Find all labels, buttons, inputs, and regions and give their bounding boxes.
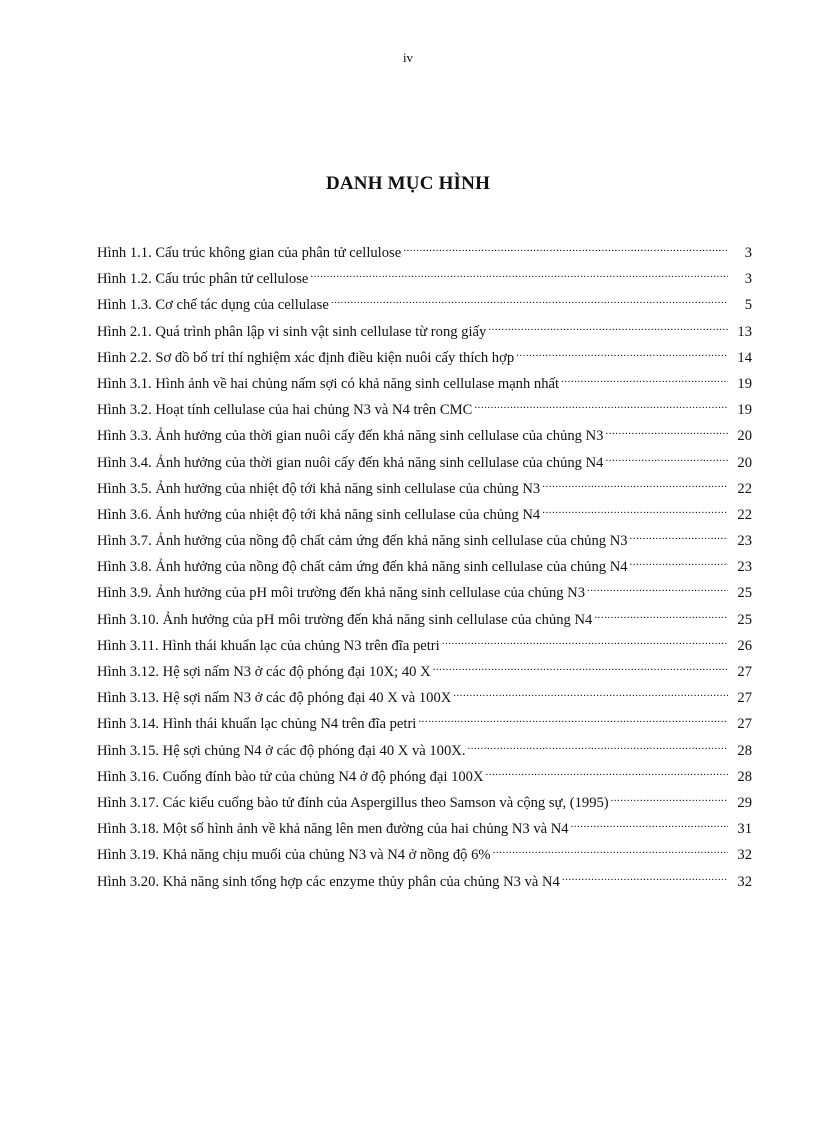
figure-entry[interactable] [97, 423, 752, 449]
figure-entry-label: Hình 3.11. Hình thái khuẩn lạc của chủng N3 trên đĩa petri [97, 637, 440, 654]
dot-leader [542, 505, 728, 519]
dot-leader [453, 688, 728, 702]
dot-leader [630, 557, 728, 571]
figure-entry[interactable] [97, 790, 752, 816]
figure-entry[interactable] [97, 685, 752, 711]
figure-entry[interactable] [97, 580, 752, 606]
figure-entry-label: Hình 3.17. Các kiểu cuống bào tử đính của Aspergillus theo Samson và cộng sự, (1995) [97, 794, 609, 811]
figure-entry-page: 3 [744, 245, 752, 261]
dot-leader [474, 400, 728, 414]
figure-entry-page: 26 [737, 637, 752, 654]
figure-entry[interactable] [97, 816, 752, 842]
page-number: iv [402, 50, 414, 65]
dot-leader [587, 583, 728, 597]
dot-leader [605, 453, 728, 467]
dot-leader [486, 767, 728, 781]
page-title: DANH MỤC HÌNH [325, 173, 491, 194]
figure-entry-page: 22 [737, 506, 752, 523]
figure-entry[interactable] [97, 371, 752, 397]
figure-entry[interactable] [97, 659, 752, 685]
dot-leader [310, 269, 728, 283]
dot-leader [331, 295, 728, 309]
dot-leader [611, 793, 728, 807]
figure-entry-label: Hình 3.2. Hoạt tính cellulase của hai chủng N3 và N4 trên CMC [97, 402, 473, 419]
dot-leader [418, 714, 728, 728]
figure-entry-page: 23 [737, 533, 752, 550]
dot-leader [542, 479, 728, 493]
figure-entry[interactable] [97, 607, 752, 633]
figure-entry-label: Hình 3.8. Ảnh hưởng của nồng độ chất cảm ứng đến khả năng sinh cellulase của chủng N4 [97, 559, 628, 576]
figure-entry-page: 25 [737, 585, 752, 602]
figure-entry-label: Hình 3.4. Ảnh hưởng của thời gian nuôi cấy đến khả năng sinh cellulase của chủng N4 [97, 454, 604, 471]
dot-leader [493, 845, 728, 859]
figure-entry-page: 5 [744, 297, 752, 314]
figure-entry[interactable] [97, 397, 752, 423]
figure-entry-label: Hình 3.12. Hệ sợi nấm N3 ở các độ phóng đại 10X; 40 X [97, 664, 431, 680]
figure-entry-page: 29 [737, 794, 752, 811]
figure-entry-page: 32 [737, 873, 752, 890]
figure-entry-label: Hình 3.20. Khả năng sinh tổng hợp các enzyme thủy phân của chủng N3 và N4 [97, 873, 560, 890]
figure-entry[interactable] [97, 633, 752, 659]
figure-entry-page: 13 [737, 323, 752, 340]
figure-entry-label: Hình 3.10. Ảnh hưởng của pH môi trường đến khả năng sinh cellulase của chủng N4 [97, 611, 593, 628]
dot-leader [630, 531, 728, 545]
figure-entry-page: 22 [737, 480, 752, 497]
figure-entry-page: 20 [737, 428, 752, 445]
dot-leader [516, 348, 728, 362]
dot-leader [467, 741, 728, 755]
figure-entry-label: Hình 1.2. Cấu trúc phân tử cellulose [97, 271, 309, 288]
figure-entry-label: Hình 3.13. Hệ sợi nấm N3 ở các độ phóng đại 40 X và 100X [97, 690, 452, 707]
figure-entry-label: Hình 3.15. Hệ sợi chủng N4 ở các độ phóng đại 40 X và 100X. [97, 742, 466, 759]
figure-entry[interactable] [97, 842, 752, 868]
figure-entry-page: 25 [737, 611, 752, 628]
figure-entry-page: 27 [737, 716, 752, 733]
figure-entry-page: 14 [737, 349, 752, 366]
figure-entry[interactable] [97, 476, 752, 502]
figure-entry-label: Hình 2.1. Quá trình phân lập vi sinh vật sinh cellulase từ rong giấy [97, 323, 487, 340]
figure-entry-page: 32 [737, 847, 752, 864]
figure-entry-page: 27 [737, 664, 752, 680]
dot-leader [561, 374, 728, 388]
dot-leader [594, 610, 728, 624]
figure-entry-label: Hình 3.19. Khả năng chịu muối của chủng N3 và N4 ở nồng độ 6% [97, 847, 491, 864]
figure-entry[interactable] [97, 502, 752, 528]
figure-entry-page: 19 [737, 402, 752, 419]
dot-leader [571, 819, 728, 833]
figure-entry-label: Hình 1.3. Cơ chế tác dụng của cellulase [97, 297, 329, 314]
figure-entry-page: 27 [737, 690, 752, 707]
figure-entry-label: Hình 3.18. Một số hình ảnh về khả năng lên men đường của hai chủng N3 và N4 [97, 821, 569, 838]
figure-entry-page: 31 [737, 821, 752, 838]
dot-leader [562, 872, 728, 886]
figure-entry-page: 19 [737, 375, 752, 392]
figure-entry[interactable] [97, 319, 752, 345]
figure-entry-label: Hình 3.9. Ảnh hưởng của pH môi trường đến khả năng sinh cellulase của chủng N3 [97, 585, 586, 602]
figure-entry[interactable] [97, 266, 752, 292]
dot-leader [605, 426, 728, 440]
figure-entry[interactable] [97, 450, 752, 476]
figure-entry[interactable] [97, 528, 752, 554]
figure-entry-label: Hình 3.6. Ảnh hưởng của nhiệt độ tới khả năng sinh cellulase của chủng N4 [97, 506, 541, 523]
figure-entry-page: 3 [744, 271, 752, 288]
figure-entry-label: Hình 3.14. Hình thái khuẩn lạc chủng N4 trên đĩa petri [97, 716, 417, 733]
figure-entry[interactable] [97, 554, 752, 580]
figure-entry-label: Hình 3.5. Ảnh hưởng của nhiệt độ tới khả năng sinh cellulase của chủng N3 [97, 480, 541, 497]
figure-entry-label: Hình 3.7. Ảnh hưởng của nồng độ chất cảm ứng đến khả năng sinh cellulase của chủng N3 [97, 533, 628, 550]
dot-leader [403, 243, 728, 257]
figure-entry[interactable] [97, 345, 752, 371]
figure-entry[interactable] [97, 240, 752, 266]
figure-entry-page: 20 [737, 454, 752, 471]
figure-entry[interactable] [97, 738, 752, 764]
figure-entry-label: Hình 3.1. Hình ảnh về hai chủng nấm sợi có khả năng sinh cellulase mạnh nhất [97, 375, 560, 392]
figure-entry-page: 28 [737, 742, 752, 759]
dot-leader [433, 662, 728, 676]
figure-list [97, 240, 752, 895]
dot-leader [488, 322, 728, 336]
figure-entry[interactable] [97, 764, 752, 790]
figure-entry[interactable] [97, 711, 752, 737]
figure-entry[interactable] [97, 869, 752, 895]
dot-leader [442, 636, 728, 650]
figure-entry[interactable] [97, 292, 752, 318]
figure-entry-page: 28 [737, 768, 752, 785]
figure-entry-label: Hình 3.3. Ảnh hưởng của thời gian nuôi cấy đến khả năng sinh cellulase của chủng N3 [97, 428, 604, 445]
figure-entry-label: Hình 2.2. Sơ đồ bố trí thí nghiệm xác định điều kiện nuôi cấy thích hợp [97, 349, 515, 366]
figure-entry-page: 23 [737, 559, 752, 576]
figure-entry-label: Hình 3.16. Cuống đính bào tử của chủng N4 ở độ phóng đại 100X [97, 768, 484, 785]
figure-entry-label: Hình 1.1. Cấu trúc không gian của phân tử cellulose [97, 245, 402, 261]
